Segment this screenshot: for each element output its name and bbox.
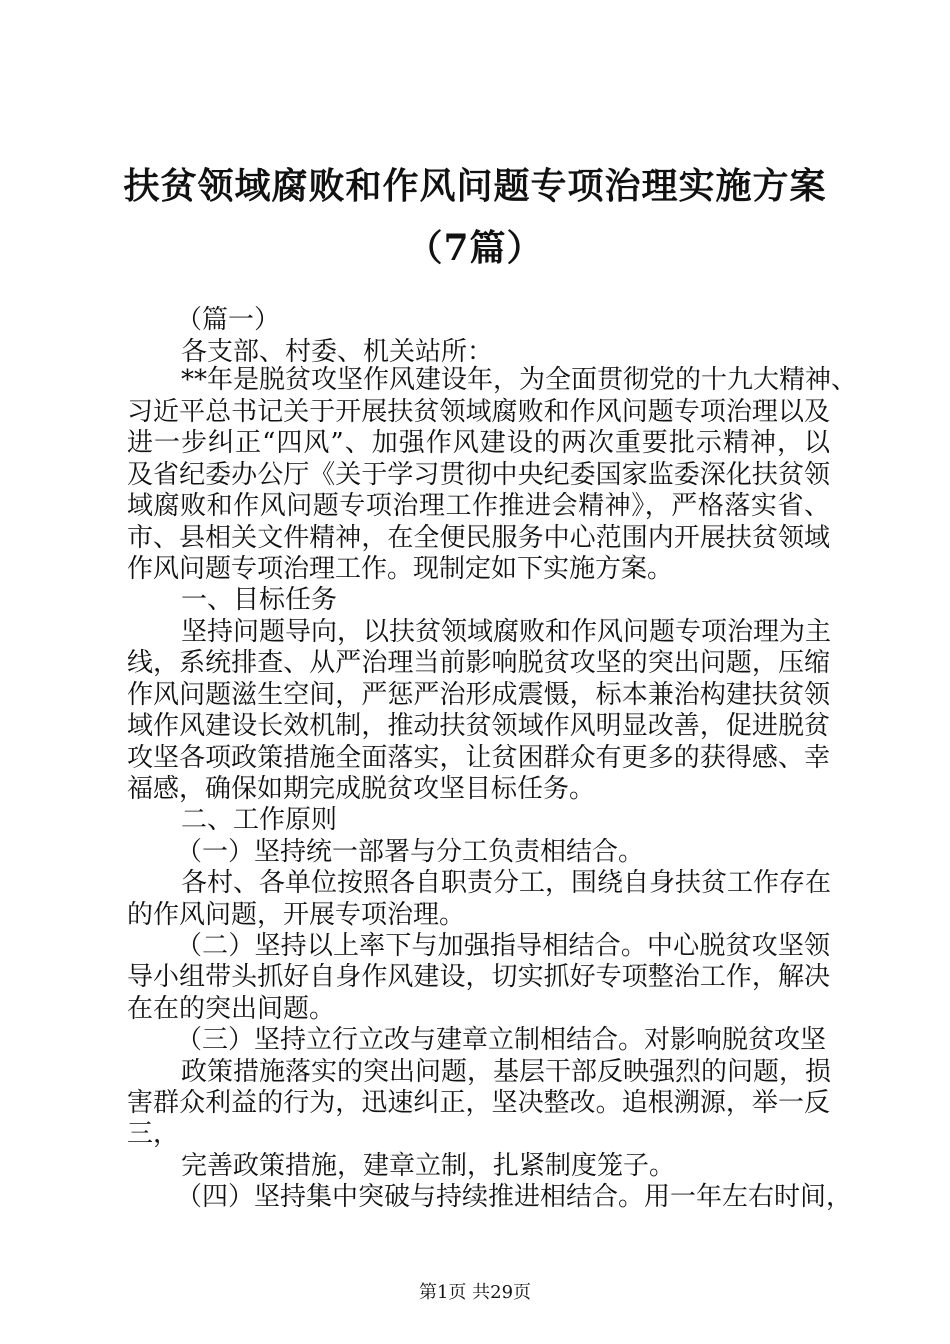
salutation: 各支部、村委、机关站所： [181, 337, 494, 367]
paragraph-line: 政策措施落实的突出问题，基层干部反映强烈的问题，损 [181, 1057, 832, 1087]
paragraph-line: （四）坚持集中突破与持续推进相结合。用一年左右时间， [176, 1182, 853, 1212]
section-heading: 一、目标任务 [181, 585, 338, 615]
paragraph-line: 在在的突出间题。 [127, 994, 336, 1024]
paragraph-line: 攻坚各项政策措施全面落实，让贫困群众有更多的获得感、幸 [127, 743, 830, 773]
paragraph-line: 域作风建设长效机制，推动扶贫领域作风明显改善，促进脱贫 [127, 711, 830, 741]
paragraph-line: **年是脱贫攻坚作风建设年，为全面贯彻党的十九大精神、 [181, 365, 858, 395]
paragraph-line: 各村、各单位按照各自职责分工，围绕自身扶贫工作存在 [181, 868, 832, 898]
paragraph-line: 作风问题滋生空间，严惩严治形成震慑，标本兼治构建扶贫领 [127, 680, 830, 710]
paragraph-line: 害群众利益的行为，迅速纠正，坚决整改。追根溯源，举一反 [127, 1088, 830, 1118]
paragraph-line: 福感，确保如期完成脱贫攻坚目标任务。 [127, 774, 596, 804]
paragraph-line: 的作风问题，开展专项治理。 [127, 900, 466, 930]
paragraph-line: 域腐败和作风问题专项治理工作推进会精神》，严格落实省、 [127, 491, 830, 521]
paragraph-line: 习近平总书记关于开展扶贫领域腐败和作风问题专项治理以及 [127, 397, 830, 427]
paragraph-line: 及省纪委办公厅《关于学习贯彻中央纪委国家监委深化扶贫领 [127, 460, 830, 490]
paragraph-line: 作风问题专项治理工作。现制定如下实施方案。 [127, 554, 674, 584]
paragraph-line: 进一步纠正“四风”、加强作风建设的两次重要批示精神，以 [127, 428, 830, 458]
paragraph-line: 坚持问题导向，以扶贫领域腐败和作风问题专项治理为主 [181, 617, 832, 647]
page-footer: 第1页 共29页 [418, 1282, 532, 1303]
paragraph-line: 完善政策措施，建章立制，扎紧制度笼子。 [181, 1151, 676, 1181]
paragraph-line: （二）坚持以上率下与加强指导相结合。中心脱贫攻坚领 [176, 931, 830, 961]
paragraph-line: 导小组带头抓好自身作风建设，切实抓好专项整治工作，解决 [127, 962, 830, 992]
section-heading: （篇一） [176, 305, 281, 335]
document-title-count: （7篇） [406, 227, 544, 269]
principle-heading: （一）坚持统一部署与分工负责相结合。 [176, 837, 645, 867]
paragraph-line: 市、县相关文件精神，在全便民服务中心范围内开展扶贫领域 [127, 523, 830, 553]
paragraph-line: 三， [127, 1119, 180, 1149]
section-heading: 二、工作原则 [181, 805, 338, 835]
principle-heading: （三）坚持立行立改与建章立制相结合。对影响脱贫攻坚 [176, 1025, 827, 1055]
document-title: 扶贫领域腐败和作风问题专项治理实施方案 [123, 165, 827, 207]
paragraph-line: 线，系统排查、从严治理当前影响脱贫攻坚的突出问题，压缩 [127, 648, 830, 678]
